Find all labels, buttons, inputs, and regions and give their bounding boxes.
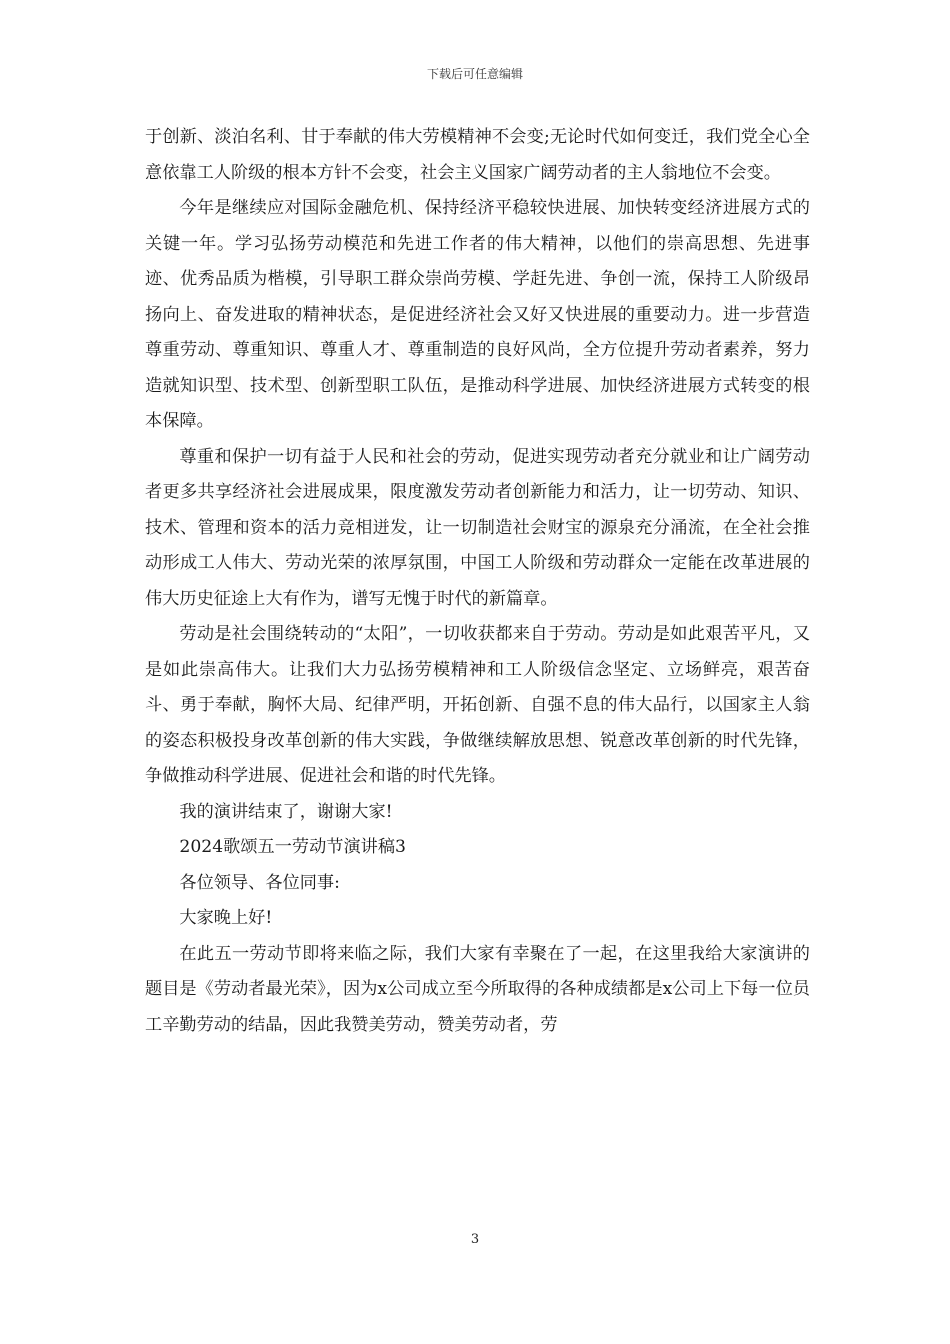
closing-line: 我的演讲结束了，谢谢大家! [179,801,393,822]
paragraph: 劳动是社会围绕转动的“太阳”，一切收获都来自于劳动。劳动是如此艰苦平凡，又是如此崇高伟大。让我们大力弘扬劳模精神和工人阶级信念坚定、立场鲜亮，艰苦奋斗、勇于奉献，胸怀大局、纪律严明，开拓创新、自强不息的伟大品行，以国家主人翁的姿态积极投身改革创新的伟大实践，争做继续解放思想、锐意改革创新的时代先锋，争做推动科学进展、促进社会和谐的时代先锋。 [145,624,810,786]
paragraph: 尊重和保护一切有益于人民和社会的劳动，促进实现劳动者充分就业和让广阔劳动者更多共享经济社会进展成果，限度激发劳动者创新能力和活力，让一切劳动、知识、技术、管理和资本的活力竞相迸发，让一切制造社会财宝的源泉充分涌流，在全社会推动形成工人伟大、劳动光荣的浓厚氛围，中国工人阶级和劳动群众一定能在改革进展的伟大历史征途上大有作为，谱写无愧于时代的新篇章。 [145,446,810,609]
document-body [145,120,810,1043]
paragraph-continuation: 于创新、淡泊名利、甘于奉献的伟大劳模精神不会变;无论时代如何变迁，我们党全心全意依靠工人阶级的根本方针不会变，社会主义国家广阔劳动者的主人翁地位不会变。 [145,127,810,183]
page-number: 3 [470,1232,480,1247]
page-header: 下载后可任意编辑 [426,67,523,81]
section-title: 2024歌颂五一劳动节演讲稿3 [179,837,406,857]
paragraph: 今年是继续应对国际金融危机、保持经济平稳较快进展、加快转变经济进展方式的关键一年。学习弘扬劳动模范和先进工作者的伟大精神，以他们的崇高思想、先进事迹、优秀品质为楷模，引导职工群众崇尚劳模、学赶先进、争创一流，保持工人阶级昂扬向上、奋发进取的精神状态，是促进经济社会又好又快进展的重要动力。进一步营造尊重劳动、尊重知识、尊重人才、尊重制造的良好风尚，全方位提升劳动者素养，努力造就知识型、技术型、创新型职工队伍，是推动科学进展、加快经济进展方式转变的根本保障。 [145,198,810,431]
salutation: 各位领导、各位同事: [179,872,340,893]
greeting: 大家晚上好! [179,908,273,928]
paragraph: 在此五一劳动节即将来临之际，我们大家有幸聚在了一起，在这里我给大家演讲的题目是《劳动者最光荣》，因为x公司成立至今所取得的各种成绩都是x公司上下每一位员工辛勤劳动的结晶，因此我赞美劳动，赞美劳动者，劳 [145,943,810,1035]
